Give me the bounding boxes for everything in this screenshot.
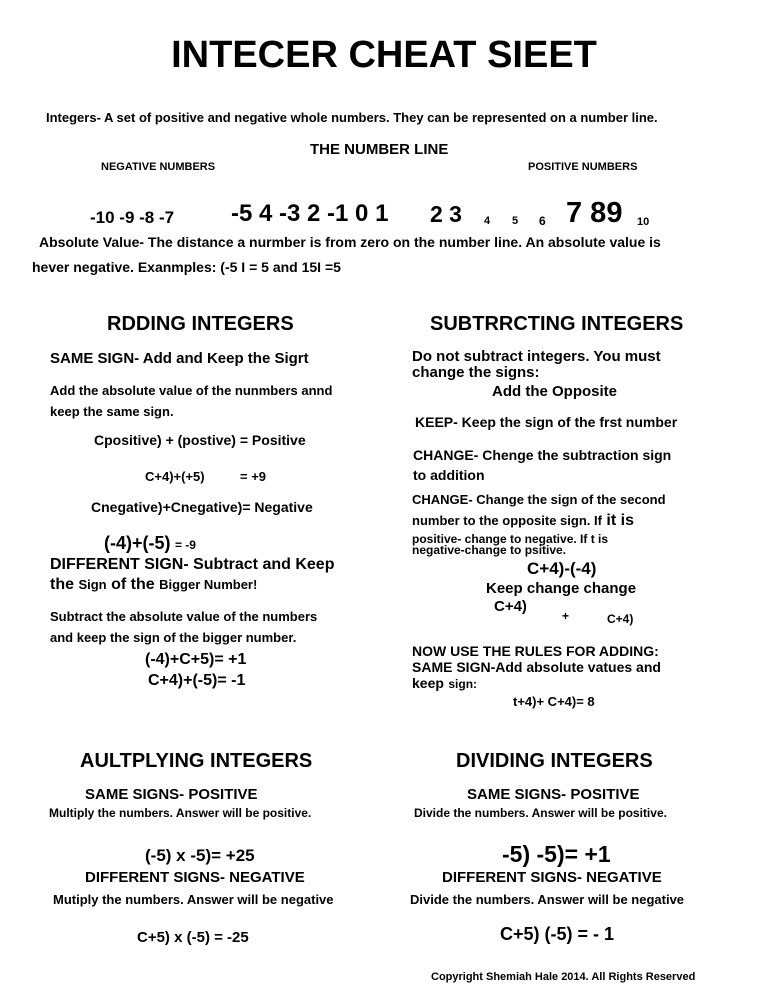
multiplying-example-2: C+5) x (-5) = -25 [137, 929, 249, 946]
dividing-diff-desc: Divide the numbers. Answer will be negative [410, 892, 685, 907]
now-sign: sign: [448, 677, 478, 691]
now-use-rules: NOW USE THE RULES FOR ADDING: [412, 643, 659, 659]
page-title: INTECER CHEAT SIEET [171, 34, 597, 76]
change-2b-it-is: it is [606, 512, 634, 529]
multiplying-different-signs: DIFFERENT SIGNS- NEGATIVE [85, 869, 305, 886]
adding-heading: RDDING INTEGERS [107, 313, 294, 335]
now-same-sign: SAME SIGN-Add absolute vatues and [412, 659, 661, 675]
subtracting-intro-2: change the signs: [412, 364, 540, 381]
negative-numbers-label: NEGATIVE NUMBERS [101, 161, 216, 173]
subtracting-example-a: C+4) [494, 598, 527, 615]
subtracting-example-plus: + [562, 609, 570, 623]
intro-text: Integers- A set of positive and negative whole numbers. They can be represented on a number line. [46, 110, 658, 125]
copyright: Copyright Shemiah Hale 2014. All Rights Reserved [431, 971, 696, 983]
dividing-different-signs: DIFFERENT SIGNS- NEGATIVE [442, 869, 662, 886]
adding-different-sign: DIFFERENT SIGN- Subtract and Keep [50, 556, 335, 573]
adding-rule-negative: Cnegative)+Cnegative)= Negative [91, 499, 313, 515]
subtracting-change-2d: negative-change to psitive. [412, 543, 567, 557]
number-line-10: 10 [637, 216, 650, 228]
subtracting-change-2c: positive- change to negative. If t is [412, 532, 609, 546]
adding-rule-positive: Cpositive) + (postive) = Positive [94, 432, 306, 448]
adding-example-3: (-4)+C+5)= +1 [145, 651, 247, 668]
different-bigger-number: Bigger Number! [159, 577, 258, 592]
adding-example-1-left: C+4)+(+5) [145, 469, 205, 484]
number-line-6: 6 [539, 214, 546, 228]
adding-example-4: C+4)+(-5)= -1 [148, 672, 246, 689]
adding-same-sign: SAME SIGN- Add and Keep the Sigrt [50, 350, 309, 367]
absolute-value-line-2: hever negative. Exanmples: (-5 I = 5 and 15I =5 [32, 259, 341, 275]
multiplying-same-desc: Multiply the numbers. Answer will be positive. [49, 806, 312, 820]
keep-change-change: Keep change change [486, 580, 637, 597]
subtracting-change-2a: CHANGE- Change the sign of the second [412, 492, 666, 507]
multiplying-same-signs: SAME SIGNS- POSITIVE [85, 786, 258, 803]
different-of-the: of the [111, 576, 155, 593]
subtracting-heading: SUBTRRCTING INTEGERS [430, 313, 684, 335]
subtracting-keep: KEEP- Keep the sign of the frst number [415, 414, 678, 430]
add-the-opposite: Add the Opposite [492, 383, 617, 400]
multiplying-heading: AULTPLYING INTEGERS [80, 750, 313, 772]
adding-example-2-result: = -9 [174, 538, 196, 552]
adding-different-sign-line-2 [50, 576, 257, 594]
subtracting-example-b: C+4) [607, 612, 634, 626]
dividing-example-2: C+5) (-5) = - 1 [500, 924, 615, 944]
different-sign-word: Sign [78, 577, 107, 592]
multiplying-diff-desc: Mutiply the numbers. Answer will be negative [53, 892, 334, 907]
number-line-4: 4 [484, 215, 491, 227]
number-line-5: 5 [512, 215, 519, 227]
positive-numbers-label: POSITIVE NUMBERS [528, 161, 638, 173]
now-keep-sign [412, 675, 477, 693]
number-line-heading: THE NUMBER LINE [310, 141, 449, 158]
adding-desc-2: keep the same sign. [50, 404, 174, 419]
number-line-segment-3: 2 3 [430, 201, 462, 227]
adding-desc-1: Add the absolute value of the nunmbers annd [50, 383, 333, 398]
subtracting-example: C+4)-(-4) [527, 559, 597, 578]
dividing-same-signs: SAME SIGNS- POSITIVE [467, 786, 640, 803]
absolute-value-line-1: Absolute Value- The distance a nurmber is from zero on the number line. An absolute value is [39, 234, 661, 250]
adding-desc-4: and keep the sign of the bigger number. [50, 630, 297, 645]
dividing-heading: DIVIDING INTEGERS [456, 750, 653, 772]
adding-example-1-right: = +9 [240, 469, 267, 484]
different-the: the [50, 576, 74, 593]
dividing-same-desc: Divide the numbers. Answer will be positive. [414, 806, 667, 820]
subtracting-change-1b: to addition [413, 467, 485, 483]
subtracting-intro-1: Do not subtract integers. You must [412, 348, 661, 365]
subtracting-result: t+4)+ C+4)= 8 [513, 694, 595, 709]
number-line-segment-2: -5 4 -3 2 -1 0 1 [231, 200, 389, 227]
subtracting-change-2b [412, 512, 634, 530]
adding-example-2 [104, 533, 196, 554]
change-2b-text: number to the opposite sign. If [412, 513, 602, 528]
dividing-example-1: -5) -5)= +1 [502, 841, 611, 867]
number-line-789: 7 89 [566, 197, 623, 229]
adding-desc-3: Subtract the absolute value of the numbers [50, 609, 318, 624]
multiplying-example-1: (-5) x -5)= +25 [145, 846, 255, 865]
subtracting-change-1a: CHANGE- Chenge the subtraction sign [413, 447, 672, 463]
now-keep: keep [412, 675, 444, 691]
number-line-segment-1: -10 -9 -8 -7 [90, 208, 175, 227]
adding-example-2-expr: (-4)+(-5) [104, 533, 171, 553]
